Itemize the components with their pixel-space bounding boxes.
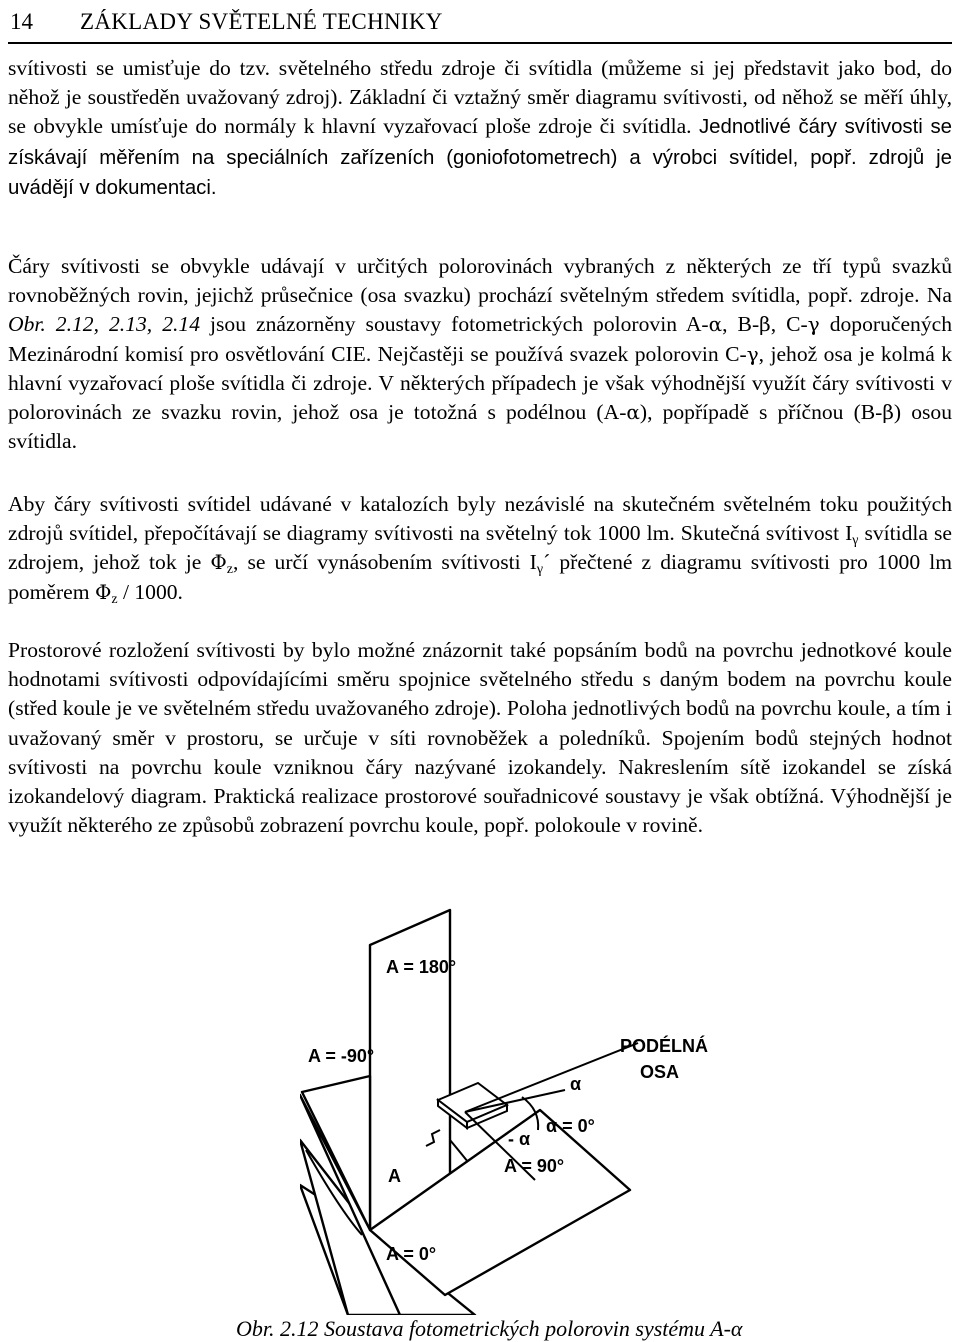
paragraph-4: Prostorové rozložení svítivosti by bylo možné znázornit také popsáním bodů na povrchu jednotkové koule hodnotami svítivosti odpovídajícími směru spojnice světelného středu s daným bodem na povrchu koule (střed koule je ve světelném středu uvažovaného zdroje). Poloha jednotlivých bodů na povrchu koule, a tím i uvažovaný směr v prostoru, se určuje v síti rovnoběžek a poledníků. Spojením bodů stejných hodnot svítivosti na povrchu koule vzniknou čáry nazývané izokandely. Nakreslením sítě izokandel se získá izokandelový diagram. Praktická realizace prostorové souřadnicové soustavy je však obtížná. Výhodnější je využít některého ze způsobů zobrazení povrchu koule, popř. polokoule v rovině. — [8, 638, 952, 838]
figure-caption: Obr. 2.12 Soustava fotometrických polorovin systému A-α — [236, 1316, 743, 1341]
paragraph-2-text: doporučených Mezinárodní komisí pro osvětlování CIE. Nejčastěji se používá svazek polorovin C- — [8, 312, 953, 366]
gamma-subscript: γ — [852, 533, 859, 549]
paragraph-3-text: svítidla se zdrojem, jehož tok je — [8, 521, 952, 575]
page-header — [8, 4, 952, 44]
paragraph-1 — [8, 54, 952, 203]
paragraph-2-text: ), popřípadě s příčnou (B- — [639, 400, 883, 425]
chapter-title: ZÁKLADY SVĚTELNÉ TECHNIKY — [80, 9, 443, 34]
paragraph-2-text: , B- — [722, 312, 760, 337]
paragraph-3 — [8, 490, 952, 607]
paragraph-3-text: Aby čáry svítivosti svítidel udávané v katalozích byly nezávislé na skutečném světelném toku použitých zdrojů svítidel, přepočítávají se diagramy svítivosti na světelný tok 1000 lm. Skutečná svítivost I — [8, 492, 952, 546]
label-a-90: A = 90° — [504, 1156, 565, 1176]
beta-symbol: β — [759, 312, 771, 337]
paragraph-2-text: Čáry svítivosti se obvykle udávají v určitých polorovinách vybraných z některých ze tří typů svazků rovnoběžných rovin, jejichž průsečnice (osa svazku) prochází světelným středem svítidla, popř. zdroje. Na — [8, 254, 952, 308]
paragraph-2 — [8, 252, 952, 456]
label-osa: OSA — [640, 1062, 680, 1082]
phi-symbol: Φ — [94, 579, 112, 604]
label-alpha: α — [570, 1074, 582, 1094]
label-minus-alpha: - α — [508, 1129, 531, 1149]
label-a-180: A = 180° — [386, 957, 457, 977]
label-alpha-0: α = 0° — [546, 1116, 595, 1136]
paragraph-1-text-b: Jednotlivé čáry svítivosti se získávají měřením na speciálních zařízeních (goniofotometrech) a výrobci svítidel, popř. zdrojů je uvádějí v dokumentaci. — [8, 116, 952, 199]
photometric-planes-diagram — [300, 890, 780, 1315]
alpha-symbol: α — [626, 400, 640, 425]
gamma-subscript: γ — [536, 562, 544, 578]
page-number: 14 — [10, 9, 33, 34]
label-podelna: PODÉLNÁ — [620, 1036, 709, 1056]
gamma-symbol: γ — [746, 341, 759, 366]
z-subscript: z — [226, 562, 234, 578]
paragraph-3-text: přečtené z diagramu svítivosti pro 1000 lm poměrem — [8, 550, 952, 604]
paragraph-2-text: ) osou svítidla. — [8, 400, 952, 454]
paragraph-3-text: , se určí vynásobením svítivosti I — [233, 550, 537, 575]
paragraph-3-text: / 1000. — [117, 579, 183, 604]
phi-symbol: Φ — [210, 550, 227, 575]
paragraph-1-text-a: svítivosti se umisťuje do tzv. světelného středu zdroje či svítidla (můžeme si jej představit jako bod, do něhož je soustředěn uvažovaný zdroj). Základní či vztažný směr diagramu svítivosti, od něhož se měří úhly, se obvykle umísťuje do normály k hlavní vyzařovací ploše zdroje či svítidla. — [8, 56, 952, 139]
beta-symbol: β — [882, 400, 894, 425]
alpha-symbol: α — [708, 312, 723, 337]
longitudinal-axis — [465, 1043, 638, 1112]
gamma-symbol: γ — [807, 312, 820, 337]
label-a-minus-90: A = -90° — [308, 1046, 375, 1066]
figure-reference: Obr. 2.12, 2.13, 2.14 — [8, 312, 200, 337]
paragraph-2-text: , jehož osa je kolmá k hlavní vyzařovací ploše svítidla či zdroje. V některých případech je však výhodnější využít čáry svítivosti v polorovinách ze svazku rovin, jehož osa je totožná s podélnou (A- — [8, 341, 953, 425]
label-a-0: A = 0° — [386, 1244, 437, 1264]
z-subscript: z — [111, 591, 118, 607]
label-a: A — [388, 1166, 401, 1186]
prime-mark: ´ — [543, 550, 551, 575]
paragraph-2-text: jsou znázorněny soustavy fotometrických polorovin A- — [200, 312, 709, 337]
paragraph-2-text: , C- — [770, 312, 808, 337]
